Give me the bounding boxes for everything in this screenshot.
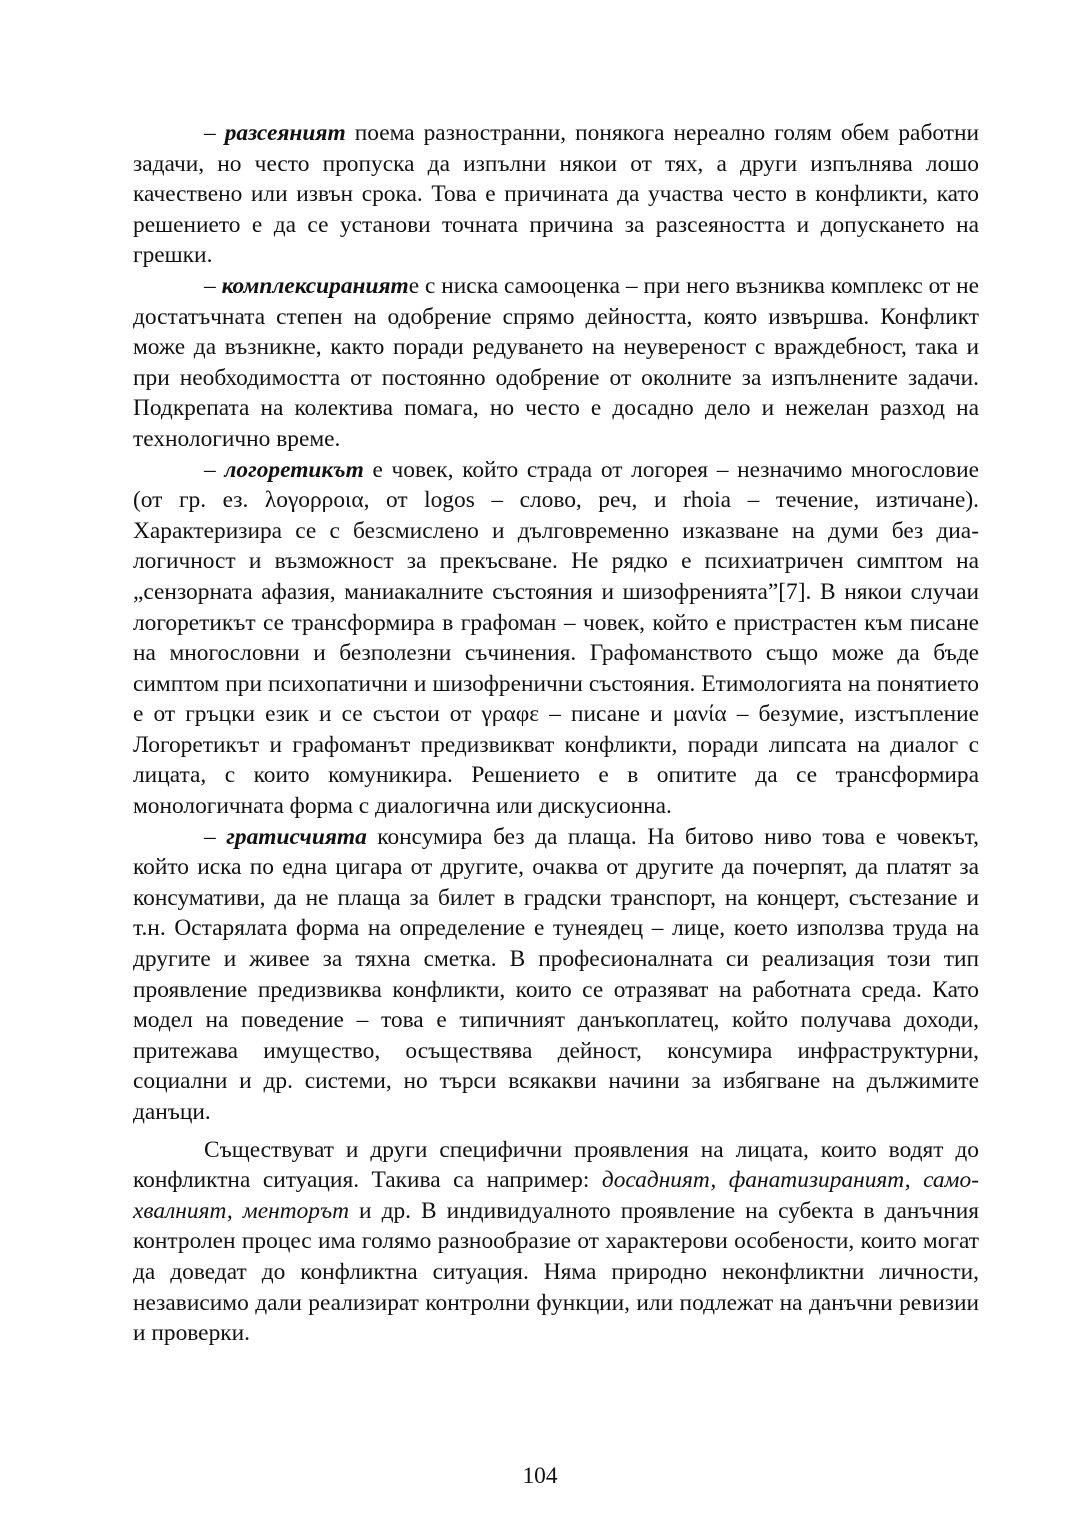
paragraph-other-manifestations [133,1135,979,1349]
paragraph-distracted [133,118,979,271]
term-complexed: комплексираният [221,272,409,299]
paragraph-text: консумира без да плаща. На битово ниво това е човекът, който иска по една цигара от другите, очаква от другите да почерпят, да платят за консумативи, да не плаща за билет в градски транспорт, на концерт, състезание и т.н. Остарялата форма на определение е тунеядец – лице, което използва труда на другите и живее за тяхна сметка. В професионалната си реализация този тип проявление предизвиква конфликти, които се отразяват на работната среда. Като модел на поведение – това е типичният данъкоплатец, който получава доходи, притежава имущество, осъществява дейност, консумира инфраструктурни, социални и др. системи, но търси всякакви начини за избягване на дължимите данъци. [133,823,979,1125]
paragraph-text-after: и др. В индивидуалното проявление на субекта в данъчния контролен процес има голямо разнообразие от характерови особености, които могат да доведат до конфликтна ситуация. Няма природно неконфликтни личности, независимо дали реализират контролни функции, или подлежат на данъчни ревизии и проверки. [133,1197,979,1347]
paragraph-dash: – [204,823,227,850]
paragraph-logoretic [133,455,979,822]
paragraph-dash: – [204,272,222,299]
paragraph-text: поема разностранни, понякога нереално голям обем работни задачи, но често пропуска да изпълни някои от тях, а други изпълнява лошо качествено или извън срока. Това е причината да участва често в конфликти, като решението е да се установи точната причина за разсеяността и допускането на грешки. [133,120,979,269]
paragraph-dash: – [204,120,225,146]
paragraph-text: е с ниска самооценка – при него възниква комплекс от не достатъчната степен на одобрение спрямо дейността, която извършва. Конфликт може да възникне, както поради редуването на неувереност с враждебност, така и при необходимостта от постоянно одобрение от околните за изпълнените задачи. Подкрепата на колектива помага, но често е досадно дело и нежелан разход на технологично време. [133,272,979,452]
page-body [133,118,979,1349]
paragraph-complexed [133,271,979,455]
term-freeloader: гратисчията [226,823,367,850]
term-distracted: разсеяният [224,120,346,146]
page-number: 104 [522,1463,558,1489]
paragraph-text: е човек, който страда от логорея – незначимо многословие (от гр. ез. λογορροια, от logos – слово, реч, и rhoia – течение, изтичане). Характеризира се с безсмислено и дълговременно изказване на думи без диалогичност и възможност за прекъсване. Не рядко е психиатричен симптом на „сензорната афазия, маниакалните състояния и шизофренията”[7]. В някои случаи логоретикът се трансформира в графоман – човек, който е пристрастен към писане на многословни и безполезни съчинения. Графоманството също може да бъде симптом при психопатични и шизофренични състояния. Етимологията на понятието е от гръцки език и се състои от γραφε – писане и μανία – безумие, изстъпление Логоретикът и графоманът предизвикват конфликти, поради липсата на диалог с лицата, с които комуникира. Решението е в опитите да се трансформира монологичната форма с диалогична или дискусионна. [133,456,979,820]
paragraph-text-before: Съществуват и други специфични проявления на лицата, които водят до конфликтна ситуация. Такива са например: [133,1136,979,1194]
italic-examples: досадният, фанатизираният, самохвалният, менторът [133,1167,979,1224]
paragraph-dash: – [204,456,225,483]
term-logoretic: логоретикът [224,456,364,483]
paragraph-freeloader [133,822,979,1128]
